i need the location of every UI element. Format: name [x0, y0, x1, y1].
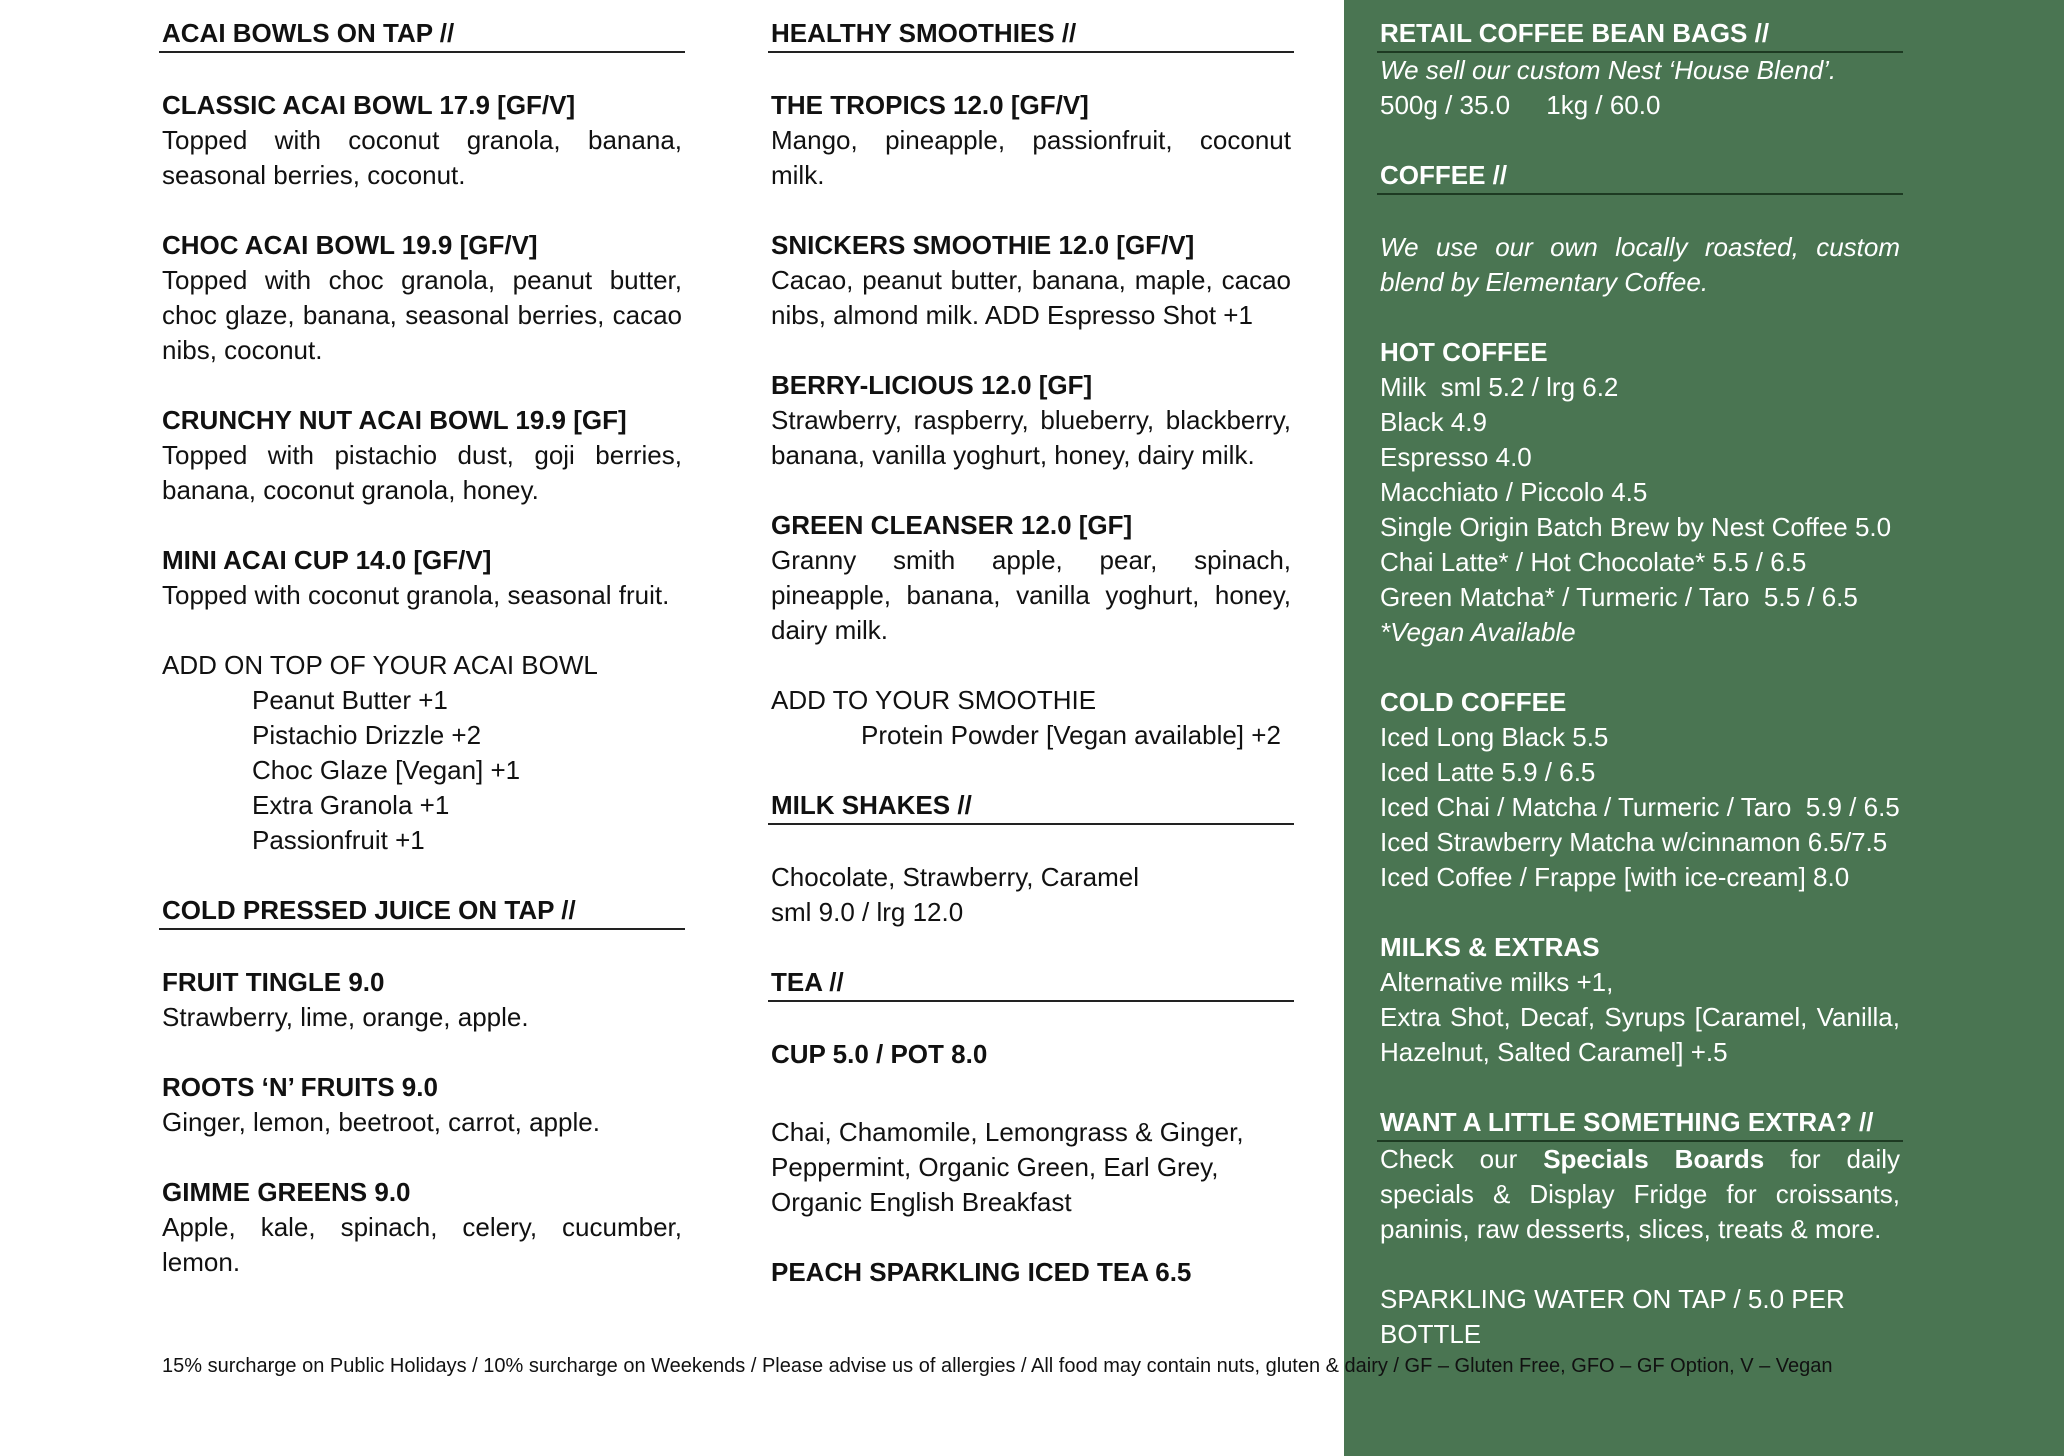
- acai-heading: ACAI BOWLS ON TAP //: [159, 16, 685, 53]
- item-description: Apple, kale, spinach, celery, cucumber, lemon.: [162, 1212, 682, 1277]
- item-description: Topped with pistachio dust, goji berries, banana, coconut granola, honey.: [162, 440, 682, 505]
- addons-title: ADD TO YOUR SMOOTHIE: [771, 685, 1097, 715]
- iced-tea-special: PEACH SPARKLING ICED TEA 6.5: [771, 1257, 1192, 1287]
- menu-item: [162, 403, 682, 508]
- smoothies-heading: HEALTHY SMOOTHIES //: [768, 16, 1294, 53]
- item-title: GIMME GREENS 9.0: [162, 1177, 411, 1207]
- list-item: Alternative milks +1,: [1380, 967, 1614, 997]
- menu-item: [771, 508, 1291, 648]
- item-description: Granny smith apple, pear, spinach, pineapple, banana, vanilla yoghurt, honey, dairy milk.: [771, 545, 1291, 645]
- list-item: Iced Long Black 5.5: [1380, 722, 1609, 752]
- item-title: MINI ACAI CUP 14.0 [GF/V]: [162, 545, 492, 575]
- item-title: THE TROPICS 12.0 [GF/V]: [771, 90, 1089, 120]
- extra-text-after: for daily specials & Display Fridge for croissants, paninis, raw desserts, slices, treats & more.: [1380, 1144, 1901, 1244]
- vegan-note: *Vegan Available: [1380, 617, 1576, 647]
- shake-flavours: Chocolate, Strawberry, Caramel: [771, 862, 1139, 892]
- coffee-heading: COFFEE //: [1377, 158, 1903, 195]
- item-title: CHOC ACAI BOWL 19.9 [GF/V]: [162, 230, 538, 260]
- addons-title: ADD ON TOP OF YOUR ACAI BOWL: [162, 650, 598, 680]
- addon-item: Choc Glaze [Vegan] +1: [252, 755, 521, 785]
- item-title: BERRY-LICIOUS 12.0 [GF]: [771, 370, 1093, 400]
- extra-text: [1380, 1142, 1900, 1247]
- column-coffee: [1380, 16, 1900, 1352]
- footer-note: 15% surcharge on Public Holidays / 10% surcharge on Weekends / Please advise us of allergies / All food may contain nuts, gluten & dairy / GF – Gluten Free, GFO – GF Option, V – Vegan: [162, 1355, 1833, 1377]
- column-smoothies-tea: [771, 16, 1291, 1290]
- item-description: Topped with coconut granola, banana, seasonal berries, coconut.: [162, 125, 682, 190]
- column-acai-juice: [162, 16, 682, 1280]
- list-item: Iced Chai / Matcha / Turmeric / Taro 5.9 / 6.5: [1380, 792, 1900, 822]
- retail-heading: RETAIL COFFEE BEAN BAGS //: [1377, 16, 1903, 53]
- list-item: Espresso 4.0: [1380, 442, 1532, 472]
- item-description: Mango, pineapple, passionfruit, coconut milk.: [771, 125, 1291, 190]
- item-title: CLASSIC ACAI BOWL 17.9 [GF/V]: [162, 90, 576, 120]
- item-description: Strawberry, raspberry, blueberry, blackberry, banana, vanilla yoghurt, honey, dairy milk.: [771, 405, 1291, 470]
- sparkling-water: SPARKLING WATER ON TAP / 5.0 PER BOTTLE: [1380, 1284, 1845, 1349]
- menu-item: [162, 965, 682, 1035]
- addon-item: Protein Powder [Vegan available] +2: [861, 720, 1281, 750]
- extra-text-before: Check our: [1380, 1144, 1544, 1174]
- list-item: Milk sml 5.2 / lrg 6.2: [1380, 372, 1619, 402]
- smoothie-addons: [771, 683, 1291, 753]
- item-description: Topped with choc granola, peanut butter, choc glaze, banana, seasonal berries, cacao nibs, coconut.: [162, 265, 682, 365]
- list-item: Black 4.9: [1380, 407, 1487, 437]
- menu-item: [771, 88, 1291, 193]
- list-item: Single Origin Batch Brew by Nest Coffee 5.0: [1380, 512, 1892, 542]
- item-title: SNICKERS SMOOTHIE 12.0 [GF/V]: [771, 230, 1195, 260]
- addon-item: Passionfruit +1: [252, 825, 425, 855]
- tea-varieties: Chai, Chamomile, Lemongrass & Ginger, Peppermint, Organic Green, Earl Grey, Organic English Breakfast: [771, 1117, 1244, 1217]
- item-title: ROOTS ‘N’ FRUITS 9.0: [162, 1072, 438, 1102]
- acai-addons: [162, 648, 682, 858]
- specials-boards-text: Specials Boards: [1543, 1144, 1765, 1174]
- item-title: CRUNCHY NUT ACAI BOWL 19.9 [GF]: [162, 405, 627, 435]
- menu-item: [162, 543, 682, 613]
- shakes-heading: MILK SHAKES //: [768, 788, 1294, 825]
- addon-item: Pistachio Drizzle +2: [252, 720, 482, 750]
- menu-item: [162, 1070, 682, 1140]
- item-description: Ginger, lemon, beetroot, carrot, apple.: [162, 1107, 600, 1137]
- retail-prices: 500g / 35.0 1kg / 60.0: [1380, 90, 1661, 120]
- list-item: Iced Strawberry Matcha w/cinnamon 6.5/7.5: [1380, 827, 1888, 857]
- tea-price-line: CUP 5.0 / POT 8.0: [771, 1039, 988, 1069]
- extras-title: MILKS & EXTRAS: [1380, 932, 1600, 962]
- addon-item: Peanut Butter +1: [252, 685, 448, 715]
- menu-item: [162, 88, 682, 193]
- item-title: GREEN CLEANSER 12.0 [GF]: [771, 510, 1133, 540]
- item-description: Topped with coconut granola, seasonal fruit.: [162, 580, 670, 610]
- addon-item: Extra Granola +1: [252, 790, 450, 820]
- list-item: Iced Latte 5.9 / 6.5: [1380, 757, 1596, 787]
- menu-item: [162, 228, 682, 368]
- retail-tagline: We sell our custom Nest ‘House Blend’.: [1380, 55, 1837, 85]
- juice-heading: COLD PRESSED JUICE ON TAP //: [159, 893, 685, 930]
- cold-coffee-title: COLD COFFEE: [1380, 687, 1567, 717]
- list-item: Extra Shot, Decaf, Syrups [Caramel, Vanilla, Hazelnut, Salted Caramel] +.5: [1380, 1002, 1900, 1067]
- menu-item: [771, 368, 1291, 473]
- item-title: FRUIT TINGLE 9.0: [162, 967, 385, 997]
- list-item: Green Matcha* / Turmeric / Taro 5.5 / 6.5: [1380, 582, 1858, 612]
- coffee-intro: We use our own locally roasted, custom blend by Elementary Coffee.: [1380, 232, 1900, 297]
- extra-heading: WANT A LITTLE SOMETHING EXTRA? //: [1377, 1105, 1903, 1142]
- shake-prices: sml 9.0 / lrg 12.0: [771, 897, 964, 927]
- item-description: Cacao, peanut butter, banana, maple, cacao nibs, almond milk. ADD Espresso Shot +1: [771, 265, 1291, 330]
- menu-item: [162, 1175, 682, 1280]
- list-item: Chai Latte* / Hot Chocolate* 5.5 / 6.5: [1380, 547, 1807, 577]
- hot-coffee-title: HOT COFFEE: [1380, 337, 1548, 367]
- tea-heading: TEA //: [768, 965, 1294, 1002]
- list-item: Macchiato / Piccolo 4.5: [1380, 477, 1648, 507]
- list-item: Iced Coffee / Frappe [with ice-cream] 8.0: [1380, 862, 1850, 892]
- item-description: Strawberry, lime, orange, apple.: [162, 1002, 529, 1032]
- menu-item: [771, 228, 1291, 333]
